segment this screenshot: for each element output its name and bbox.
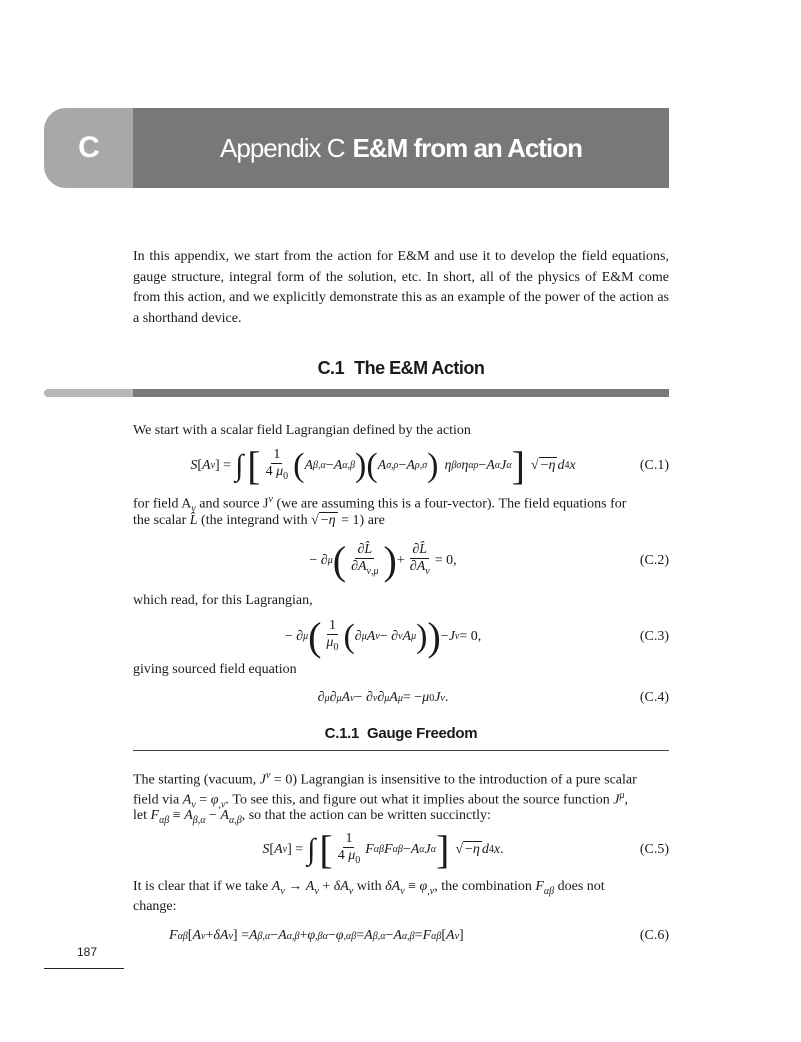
equation-c4-body: ∂ μ ∂ μ A ν − ∂ ν ∂ μ A μ = − μ 0 J ν . — [317, 690, 449, 705]
equation-c1 — [133, 442, 669, 488]
equation-c4 — [133, 687, 669, 709]
equation-c6-label: (C.6) — [639, 928, 669, 943]
gauge-text-line3: let $F_{\alpha\beta} \equiv A_{\beta,\alpha} - A_{\alpha,\beta}$, so that the action can be written succinctly: — [133, 808, 491, 826]
lagrangian-read-text: which read, for this Lagrangian, — [133, 593, 313, 608]
equation-c2 — [133, 537, 669, 583]
subsection-number: C.1.1 — [324, 725, 360, 742]
section-title: The E&M Action — [354, 358, 485, 378]
chapter-title: E&M from an Action — [352, 132, 582, 163]
equation-c4-label: (C.4) — [639, 690, 669, 705]
chapter-letter: C — [78, 131, 99, 164]
equation-c5-body: S [ A ν ] = ∫ [ $\frac{1}{4 \mu_0}$ F αβ F αβ − A α J α ] √ −η d 4 x . — [262, 826, 504, 872]
subsection-heading — [133, 725, 669, 742]
footer-rule — [44, 968, 124, 969]
equation-c3-body: − ∂ μ ( $\frac{1}{\mu_0}$ ( ∂ μ A ν − ∂ ν A μ ) ) − J ν = 0, — [284, 613, 482, 659]
clear-text-line2: change: — [133, 899, 177, 914]
equation-c2-body: − ∂ μ ( $\frac{\partial L̂}{\partial A_{\nu,\mu}}$ ) + $\frac{\partial L̂}{\partial A_\nu}$ = 0, — [309, 537, 457, 583]
equation-c6-body: F αβ [ A ν + δA ν ] = A β,α − A α,β + φ ,βα − φ ,αβ = A β,α − A α,β = F αβ [ A ν ] — [169, 928, 464, 943]
subsection-rule — [133, 750, 669, 751]
equation-c5 — [133, 826, 669, 872]
field-source-text: for field $A_\nu$ and source $J^\nu$ (we are assuming this is a four-vector). The field equations for — [133, 494, 627, 515]
intro-paragraph: In this appendix, we start from the action for E&M and use it to develop the field equations, gauge structure, integral form of the solution, etc. In short, all of the physics of E&M come from this action, and we explicitly demonstrate this as an example of the power of the action as a shorthand device. — [133, 249, 669, 326]
gauge-text-line2: field via $A_\nu = \varphi_{,\nu}$. To see this, and figure out what it implies about the source function $J^\mu$, — [133, 790, 628, 811]
section-rule — [133, 389, 669, 397]
section-rule-accent — [44, 389, 144, 397]
page-number: 187 — [77, 945, 98, 959]
sourced-equation-text: giving sourced field equation — [133, 662, 297, 677]
equation-c5-label: (C.5) — [639, 842, 669, 857]
equation-c2-label: (C.2) — [639, 553, 669, 568]
clear-text-line1: It is clear that if we take $A_\nu \to A_\nu + \delta A_\nu$ with $\delta A_\nu \equiv \varphi_{,\nu}$, the combination $F_{\alpha\beta}$ does not — [133, 879, 605, 897]
scalar-text: the scalar L̂ (the integrand with √ −η = 1) are — [133, 513, 385, 528]
action-intro-text: We start with a scalar field Lagrangian defined by the action — [133, 423, 471, 438]
section-heading — [133, 358, 669, 379]
chapter-title-bar — [133, 108, 669, 188]
equation-c1-label: (C.1) — [639, 458, 669, 473]
equation-c3-label: (C.3) — [639, 629, 669, 644]
section-number: C.1 — [317, 358, 345, 378]
gauge-text-line1: The starting (vacuum, $J^\nu = 0$) Lagrangian is insensitive to the introduction of a pure scalar — [133, 770, 637, 788]
chapter-prefix: Appendix C — [220, 132, 345, 163]
equation-c1-body: S [ A ν ] = ∫ [ $\frac{1}{4 \mu_0}$ ( A β,α − A α,β ) ( A σ,ρ − A ρ,σ ) η βσ η αρ − A α J α ] √ −η d 4 x — [190, 442, 576, 488]
equation-c3 — [133, 613, 669, 659]
equation-c6 — [133, 925, 669, 947]
subsection-title: Gauge Freedom — [367, 725, 478, 742]
